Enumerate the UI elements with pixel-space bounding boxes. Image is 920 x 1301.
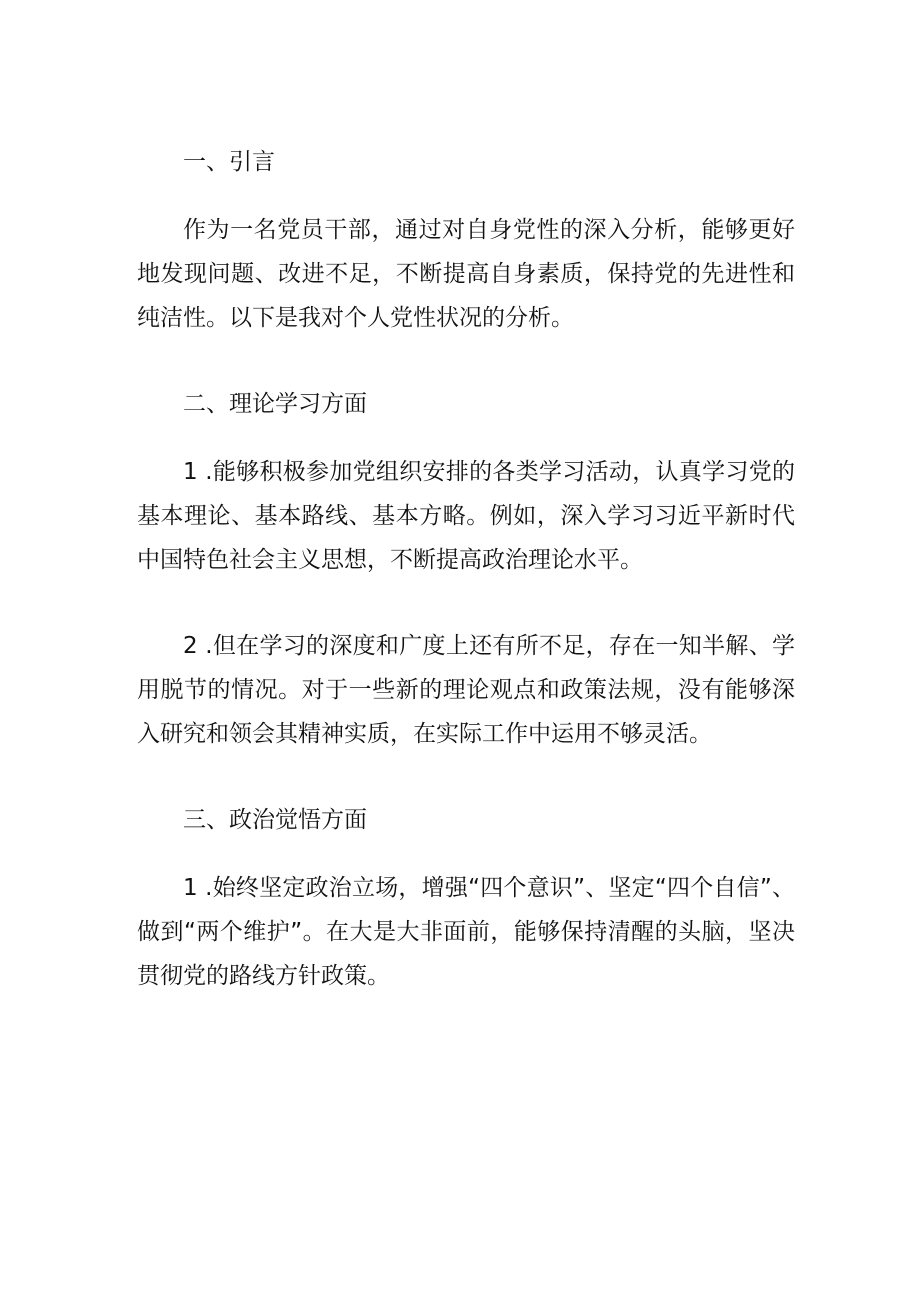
- political-awareness-paragraph-1: 1 .始终坚定政治立场，增强“四个意识”、坚定“四个自信”、做到“两个维护”。在大是大非面前，能够保持清醒的头脑，坚决贯彻党的路线方针政策。: [137, 875, 795, 989]
- section-heading-theory-study: 二、理论学习方面: [183, 391, 367, 417]
- section-heading-political-awareness: 三、政治觉悟方面: [183, 807, 367, 833]
- theory-study-paragraph-2: 2 .但在学习的深度和广度上还有所不足，存在一知半解、学用脱节的情况。对于一些新的理论观点和政策法规，没有能够深入研究和领会其精神实质，在实际工作中运用不够灵活。: [137, 633, 795, 747]
- intro-paragraph: 作为一名党员干部，通过对自身党性的深入分析，能够更好地发现问题、改进不足，不断提高自身素质，保持党的先进性和纯洁性。以下是我对个人党性状况的分析。: [137, 217, 795, 331]
- section-heading-intro: 一、引言: [183, 149, 275, 175]
- document-body: [137, 140, 795, 998]
- theory-study-paragraph-1: 1 .能够积极参加党组织安排的各类学习活动，认真学习党的基本理论、基本路线、基本方略。例如，深入学习习近平新时代中国特色社会主义思想，不断提高政治理论水平。: [137, 459, 795, 573]
